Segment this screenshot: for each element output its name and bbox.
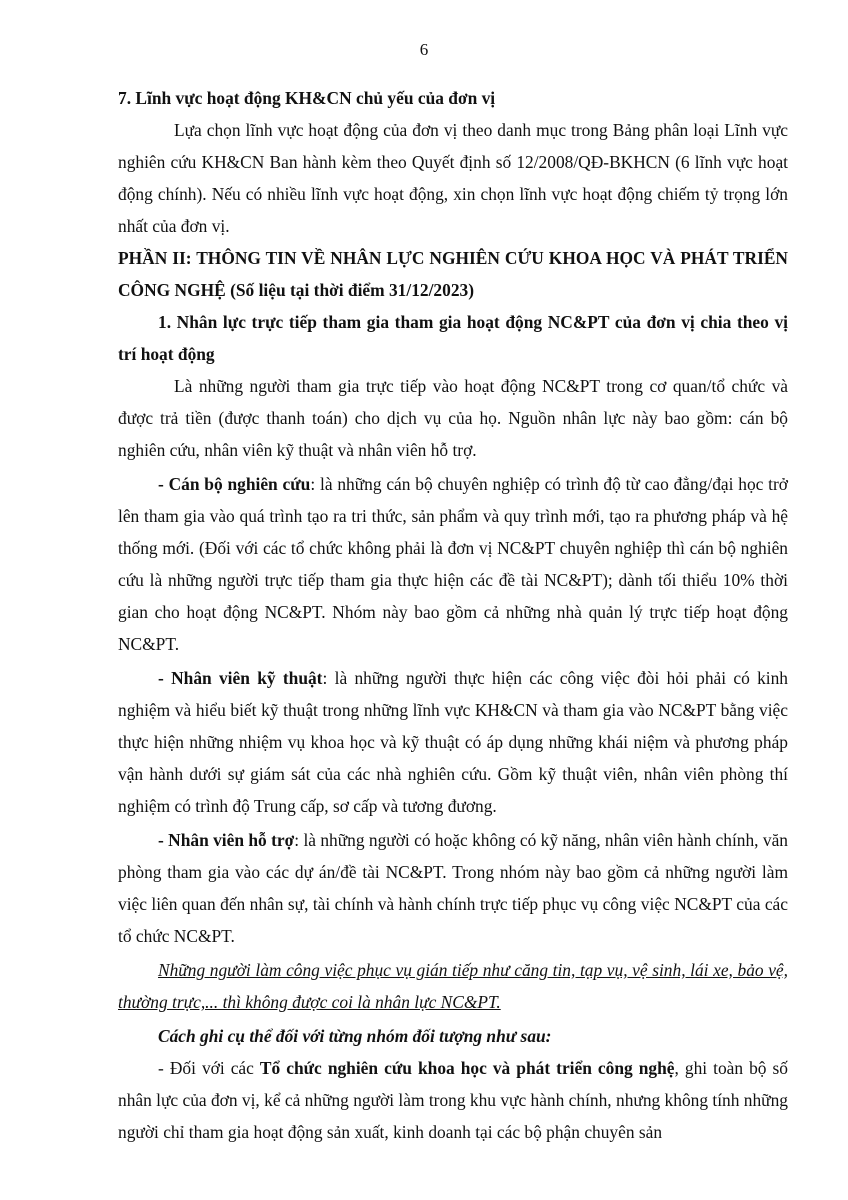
exclusion-note bbox=[118, 954, 788, 1018]
page-number: 6 bbox=[419, 40, 429, 59]
researcher-term: - Cán bộ nghiên cứu bbox=[158, 474, 311, 494]
howto-item-term: Tổ chức nghiên cứu khoa học và phát triển công nghệ bbox=[259, 1058, 675, 1078]
howto-item-prefix: - Đối với các bbox=[158, 1058, 260, 1078]
section-7-body: Lựa chọn lĩnh vực hoạt động của đơn vị theo danh mục trong Bảng phân loại Lĩnh vực nghiên cứu KH&CN Ban hành kèm theo Quyết định số 12/2008/QĐ-BKHCN (6 lĩnh vực hoạt động chính). Nếu có nhiều lĩnh vực hoạt động, xin chọn lĩnh vực hoạt động chiếm tỷ trọng lớn nhất của đơn vị. bbox=[118, 120, 788, 236]
support-text: : là những người có hoặc không có kỹ năng, nhân viên hành chính, văn phòng tham gia vào các dự án/đề tài NC&PT. Trong nhóm này bao gồm cả những người làm việc liên quan đến nhân sự, tài chính và hành chính trực tiếp phục vụ công việc NC&PT của các tổ chức NC&PT. bbox=[118, 830, 788, 946]
technician-term: - Nhân viên kỹ thuật bbox=[158, 668, 323, 688]
item-1-heading: 1. Nhân lực trực tiếp tham gia tham gia hoạt động NC&PT của đơn vị chia theo vị trí hoạt động bbox=[118, 312, 788, 364]
support-term: - Nhân viên hỗ trợ bbox=[158, 830, 295, 850]
researcher-definition bbox=[118, 468, 788, 660]
document-body bbox=[118, 82, 788, 1148]
technician-text: : là những người thực hiện các công việc đòi hỏi phải có kinh nghiệm và hiểu biết kỹ thuật trong những lĩnh vực KH&CN và tham gia vào NC&PT bằng việc thực hiện những nhiệm vụ khoa học và kỹ thuật có áp dụng những khái niệm và phương pháp vận hành dưới sự giám sát của các nhà nghiên cứu. Gồm kỹ thuật viên, nhân viên phòng thí nghiệm có trình độ Trung cấp, sơ cấp và tương đương. bbox=[118, 668, 788, 816]
exclusion-note-text: Những người làm công việc phục vụ gián tiếp như căng tin, tạp vụ, vệ sinh, lái xe, bảo vệ, thường trực,... thì không được coi là nhân lực NC&PT. bbox=[118, 960, 788, 1012]
researcher-text: : là những cán bộ chuyên nghiệp có trình độ từ cao đẳng/đại học trở lên tham gia vào quá trình tạo ra tri thức, sản phẩm và quy trình mới, tạo ra phương pháp và hệ thống mới. (Đối với các tổ chức không phải là đơn vị NC&PT chuyên nghiệp thì cán bộ nghiên cứu là những người trực tiếp tham gia thực hiện các đề tài NC&PT); dành tối thiểu 10% thời gian cho hoạt động NC&PT. Nhóm này bao gồm cả những nhà quản lý trực tiếp hoạt động NC&PT. bbox=[118, 474, 788, 654]
section-7-heading: 7. Lĩnh vực hoạt động KH&CN chủ yếu của đơn vị bbox=[118, 88, 496, 108]
howto-item-org bbox=[118, 1052, 788, 1148]
howto-item-text: , ghi toàn bộ số nhân lực của đơn vị, kể cả những người làm trong khu vực hành chính, nhưng không tính những người chỉ tham gia hoạt động sản xuất, kinh doanh tại các bộ phận chuyên sản bbox=[118, 1058, 789, 1142]
item-1-intro: Là những người tham gia trực tiếp vào hoạt động NC&PT trong cơ quan/tổ chức và được trả tiền (được thanh toán) cho dịch vụ của họ. Nguồn nhân lực này bao gồm: cán bộ nghiên cứu, nhân viên kỹ thuật và nhân viên hỗ trợ. bbox=[118, 376, 788, 460]
part-2-heading: PHẦN II: THÔNG TIN VỀ NHÂN LỰC NGHIÊN CỨU KHOA HỌC VÀ PHÁT TRIỂN CÔNG NGHỆ (Số liệu tại thời điểm 31/12/2023) bbox=[118, 248, 788, 300]
technician-definition bbox=[118, 662, 788, 822]
howto-heading: Cách ghi cụ thể đối với từng nhóm đối tượng như sau: bbox=[158, 1026, 552, 1046]
support-definition bbox=[118, 824, 788, 952]
